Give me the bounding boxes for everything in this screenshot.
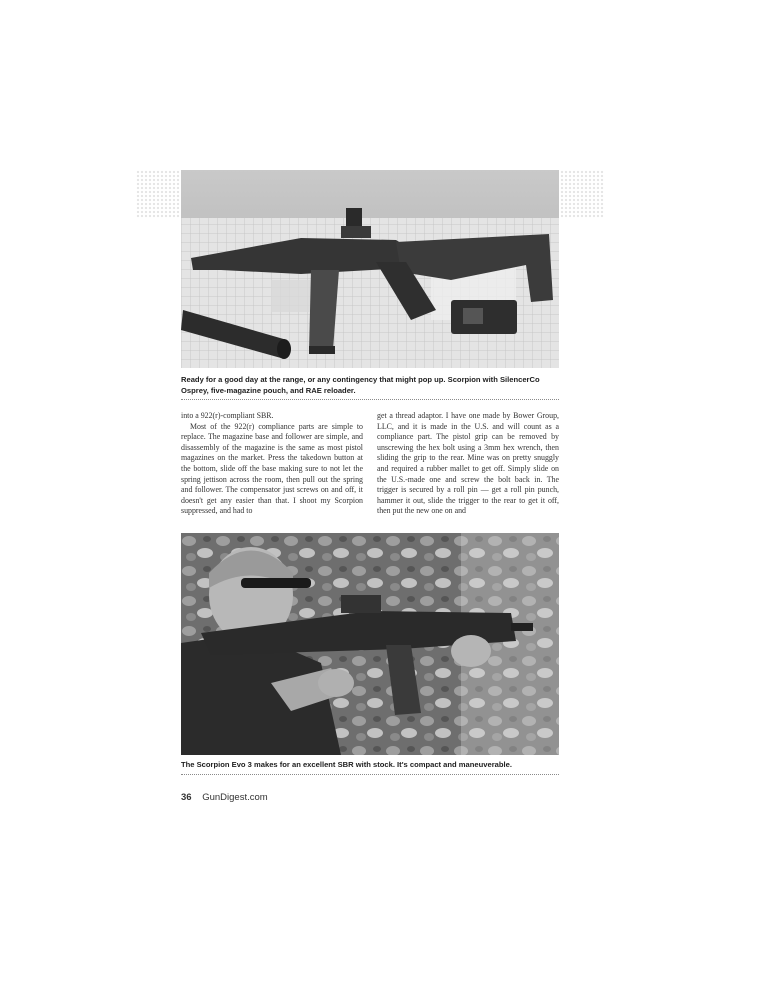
- decorative-dot-pattern-left: [136, 170, 180, 218]
- figure-caption-2: The Scorpion Evo 3 makes for an excellent SBR with stock. It's compact and maneuverable.: [181, 760, 559, 775]
- body-text-column-left: [181, 411, 363, 517]
- figure-photo-scorpion-shooter: [181, 533, 559, 755]
- body-text-column-right: [377, 411, 559, 517]
- scorpion-table-photo-icon: [181, 170, 559, 368]
- figure-photo-scorpion-table: [181, 170, 559, 368]
- figure-caption-1: Ready for a good day at the range, or any contingency that might pop up. Scorpion with SilencerCo Osprey, five-magazine pouch, and RAE reloader.: [181, 375, 559, 400]
- decorative-dot-pattern-right: [560, 170, 604, 218]
- body-paragraph: Most of the 922(r) compliance parts are simple to replace. The magazine base and follower are simple, and disassembly of the magazine is the same as most pistol magazines on the market. Press the takedown button at the bottom, slide off the base making sure to not let the spring jettison across the room, then pull out the spring and follower. The compensator just screws on and off, it doesn't get any easier than that. I shoot my Scorpion suppressed, and had to: [181, 421, 363, 516]
- body-paragraph-continued: into a 922(r)-compliant SBR.: [181, 411, 274, 420]
- page-number: 36: [181, 792, 192, 803]
- body-paragraph: get a thread adaptor. I have one made by Bower Group, LLC, and it is made in the U.S. and will count as a compliance part. The pistol grip can be removed by unscrewing the hex bolt using a 3mm hex wrench, then sliding the grip to the rear. Mine was on pretty snuggly and required a rubber mallet to get off. Simply slide on the U.S.-made one and screw the bolt back in. The trigger is secured by a roll pin — get a roll pin punch, hammer it out, slide the trigger to the rear to get it off, then put the new one on and: [377, 411, 559, 516]
- page-footer: [181, 792, 268, 803]
- footer-site-name: GunDigest.com: [202, 792, 268, 803]
- scorpion-shooter-photo-icon: [181, 533, 559, 755]
